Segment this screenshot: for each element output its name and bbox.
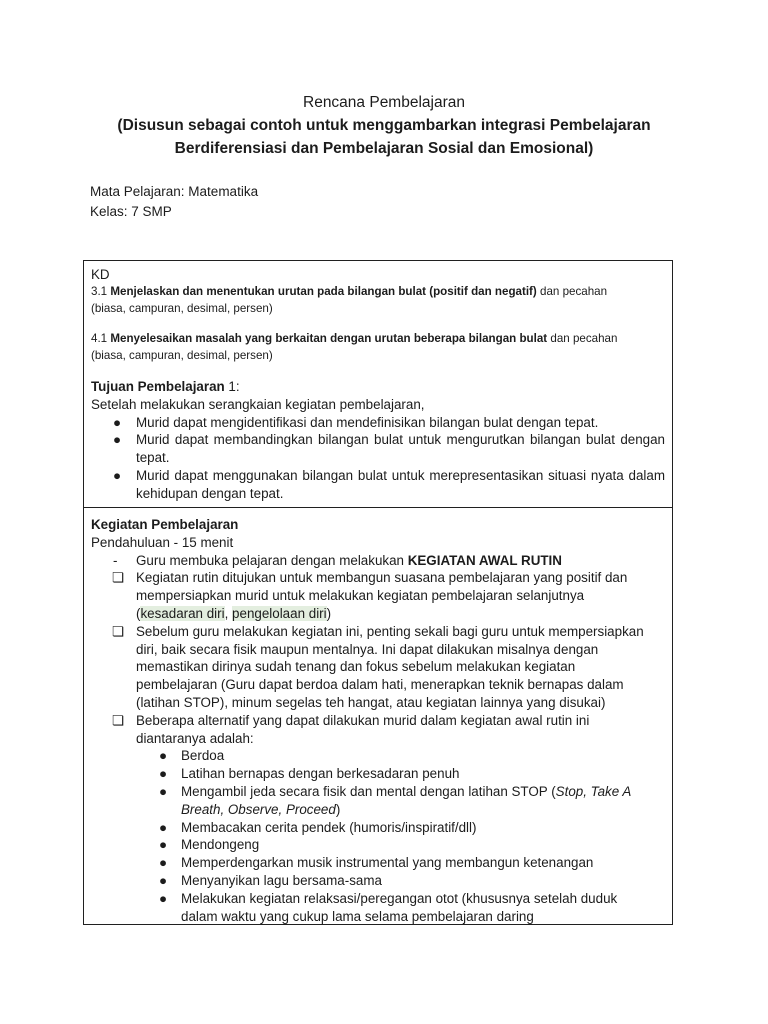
checkbox-icon: ❏ <box>112 712 125 728</box>
objectives-intro: Setelah melakukan serangkaian kegiatan pembelajaran, <box>91 396 425 412</box>
alternative-text: ) <box>335 801 341 817</box>
alternative-item <box>91 836 665 854</box>
bullet-icon: ● <box>159 872 168 888</box>
objectives-block <box>91 378 665 503</box>
checklist-item-line: Sebelum guru melakukan kegiatan ini, penting sekali bagi guru untuk mempersiapkan <box>136 623 644 639</box>
checklist-item-teacher-prep <box>91 623 665 712</box>
checklist-item-line: Beberapa alternatif yang dapat dilakukan murid dalam kegiatan awal rutin ini <box>136 712 590 728</box>
activities-heading: Kegiatan Pembelajaran <box>91 517 239 532</box>
title-subtitle-line-2: Berdiferensiasi dan Pembelajaran Sosial dan Emosional) <box>174 140 594 157</box>
kd-item-4-1-rest: dan pecahan <box>547 332 618 345</box>
title-subtitle-line-1: (Disusun sebagai contoh untuk menggambarkan integrasi Pembelajaran <box>117 117 651 134</box>
alternative-text: Memperdengarkan musik instrumental yang membangun ketenangan <box>181 855 594 871</box>
bullet-icon: ● <box>113 414 122 430</box>
objectives-heading <box>91 378 665 396</box>
bullet-icon: ● <box>159 819 168 835</box>
checklist-item-alternatives <box>91 712 665 748</box>
bullet-icon: ● <box>159 766 168 782</box>
kd-item-3-1 <box>91 284 665 318</box>
activities-block <box>91 516 665 925</box>
tag-self-awareness: kesadaran diri <box>140 605 225 621</box>
checklist-item-line: pembelajaran (Guru dapat berdoa dalam hati, menerapkan teknik bernapas dalam <box>136 677 624 693</box>
objective-text: Murid dapat menggunakan bilangan bulat untuk merepresentasikan situasi nyata dalam kehidupan dengan tepat. <box>136 467 665 501</box>
checklist-item-line: diri, baik secara fisik maupun mentalnya. Ini dapat dilakukan misalnya dengan <box>136 641 599 657</box>
kd-objectives-cell <box>84 261 672 507</box>
document-meta <box>90 182 258 221</box>
alternative-text: Mengambil jeda secara fisik dan mental dengan latihan STOP ( <box>181 783 556 799</box>
alternative-item <box>91 783 665 819</box>
objective-text: Murid dapat membandingkan bilangan bulat untuk mengurutkan bilangan bulat dengan tepat. <box>136 432 665 466</box>
subject-line: Mata Pelajaran: Matematika <box>90 184 259 199</box>
opening-step-bold: KEGIATAN AWAL RUTIN <box>407 552 562 568</box>
checklist-item-line: (latihan STOP), minum segelas teh hangat, atau kegiatan lainnya yang disukai) <box>136 694 606 710</box>
objectives-heading-rest: 1: <box>224 379 240 394</box>
tag-self-management: pengelolaan diri <box>232 605 327 621</box>
alternative-item <box>91 890 665 926</box>
kd-item-3-1-line-2: (biasa, campuran, desimal, persen) <box>91 301 273 315</box>
opening-step-text: Guru membuka pelajaran dengan melakukan <box>136 552 408 568</box>
document-title <box>80 91 688 160</box>
objectives-heading-bold: Tujuan Pembelajaran <box>91 379 225 394</box>
alternative-text-italic: Breath, Observe, Proceed <box>181 801 336 817</box>
alternative-item <box>91 765 665 783</box>
title-main: Rencana Pembelajaran <box>303 94 465 111</box>
alternative-text: Mendongeng <box>181 837 260 853</box>
checklist-item-purpose <box>91 569 665 622</box>
checklist-item-line: mempersiapkan murid untuk melakukan kegiatan pembelajaran selanjutnya <box>136 588 585 604</box>
dash-icon: - <box>113 552 118 568</box>
alternative-text: Melakukan kegiatan relaksasi/peregangan otot (khususnya setelah duduk <box>181 890 618 906</box>
kd-item-3-1-bold: Menjelaskan dan menentukan urutan pada bilangan bulat (positif dan negatif) <box>110 285 537 298</box>
objective-item <box>91 431 665 467</box>
bullet-icon: ● <box>159 855 168 871</box>
bullet-icon: ● <box>159 748 168 764</box>
bullet-icon: ● <box>159 890 168 906</box>
alternative-text: Latihan bernapas dengan berkesadaran penuh <box>181 766 460 782</box>
objectives-list <box>91 414 665 503</box>
objective-item <box>91 414 665 432</box>
alternative-text: Membacakan cerita pendek (humoris/inspiratif/dll) <box>181 819 477 835</box>
alternative-text: dalam waktu yang cukup lama selama pembelajaran daring <box>181 908 534 924</box>
bullet-icon: ● <box>159 783 168 799</box>
checklist-item-line: diantaranya adalah: <box>136 730 254 746</box>
kd-item-3-1-number: 3.1 <box>91 285 111 298</box>
alternative-item <box>91 854 665 872</box>
alternative-item <box>91 819 665 837</box>
bullet-icon: ● <box>113 467 122 483</box>
checklist-item-line: Kegiatan rutin ditujukan untuk membangun suasana pembelajaran yang positif dan <box>136 570 628 586</box>
kd-heading: KD <box>91 267 110 282</box>
alternative-item <box>91 747 665 765</box>
bullet-icon: ● <box>113 432 122 448</box>
tag-open-paren: ( <box>136 605 141 621</box>
alternative-text: Menyanyikan lagu bersama-sama <box>181 872 382 888</box>
tag-close-paren: ) <box>326 605 332 621</box>
bullet-icon: ● <box>159 837 168 853</box>
alternative-item <box>91 872 665 890</box>
checkbox-icon: ❏ <box>112 623 125 639</box>
lesson-plan-table <box>83 260 673 925</box>
objective-text: Murid dapat mengidentifikasi dan mendefinisikan bilangan bulat dengan tepat. <box>136 414 599 430</box>
alternative-text: Berdoa <box>181 748 225 764</box>
alternatives-list <box>91 747 665 925</box>
checkbox-icon: ❏ <box>112 570 125 586</box>
kd-item-4-1-line-2: (biasa, campuran, desimal, persen) <box>91 348 273 362</box>
tag-separator: , <box>224 605 233 621</box>
competency-tags <box>136 605 665 623</box>
alternative-text-italic: Stop, Take A <box>555 783 632 799</box>
kd-item-4-1-number: 4.1 <box>91 332 111 345</box>
kd-item-4-1 <box>91 331 665 365</box>
kd-item-4-1-bold: Menyelesaikan masalah yang berkaitan dengan urutan beberapa bilangan bulat <box>110 332 548 345</box>
checklist-item-line: memastikan dirinya sudah tenang dan fokus sebelum melakukan kegiatan <box>136 659 576 675</box>
kd-item-3-1-rest: dan pecahan <box>536 285 608 298</box>
activities-phase: Pendahuluan - 15 menit <box>91 534 234 550</box>
objective-item <box>91 467 665 503</box>
activities-cell <box>84 508 672 924</box>
grade-line: Kelas: 7 SMP <box>90 203 172 219</box>
opening-step <box>91 552 665 570</box>
